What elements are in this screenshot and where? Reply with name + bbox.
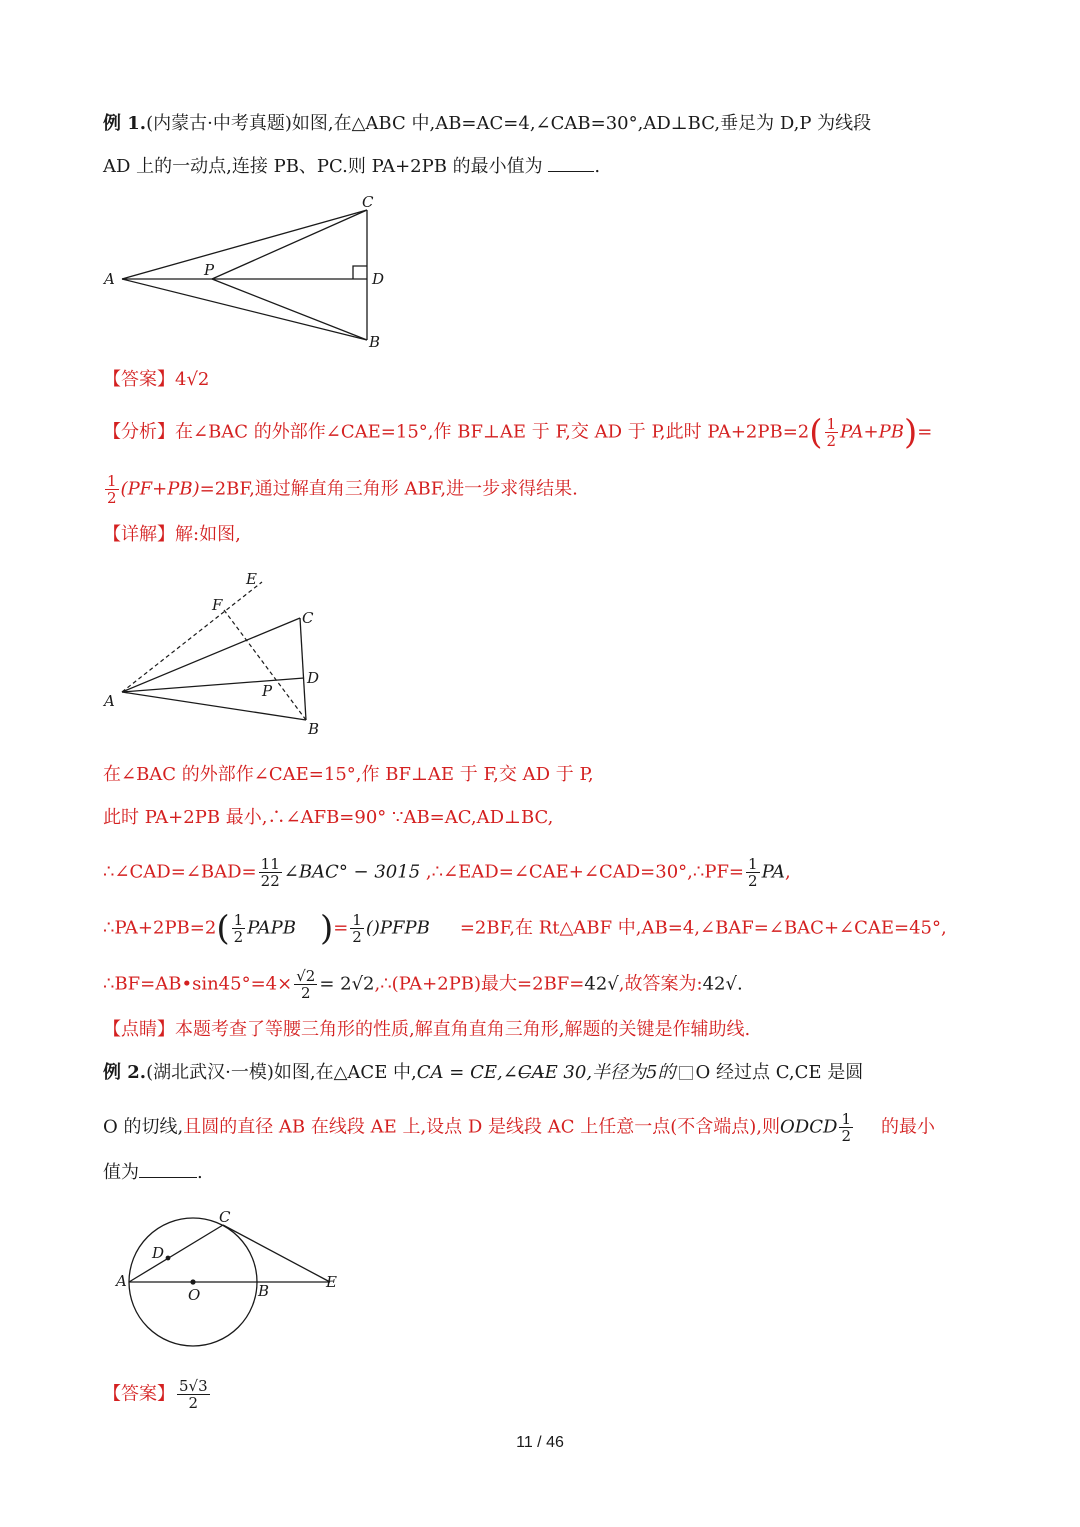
frac-num: 1: [233, 911, 244, 929]
step3-end: ,: [785, 861, 791, 883]
step5-b: ,∴(PA+2PB)最大=2BF=: [374, 973, 585, 995]
analysis-eq: =: [917, 421, 933, 443]
step4-a: ∴PA+2PB=2: [103, 917, 217, 939]
ex2-answer-blank: [139, 1161, 197, 1178]
frac-den: 2: [233, 928, 244, 946]
step4-mid: =: [333, 917, 349, 939]
ex1-comment: [103, 1018, 750, 1042]
step3-b: ,∴∠EAD=∠CAE+∠CAD=30°,∴PF=: [425, 861, 745, 883]
ex1-step4: ∴PA+2PB=2( $\frac{1}{2}$ PAPB )= $\frac{1}{2}$ ()PFPB =2BF,在 Rt△ABF 中,AB=4,∠BAF=∠BAC+∠CAE=45°,: [103, 908, 947, 949]
ex1-answer: [103, 368, 209, 392]
fig1-label-d: D: [372, 270, 385, 288]
fig2-label-p: P: [262, 682, 273, 700]
fig2-side-bc: [300, 618, 306, 720]
step3-pa: PA: [761, 861, 786, 883]
fig2-label-c: C: [302, 609, 314, 627]
step3-frac-den: 22: [260, 872, 280, 890]
comment-text: 本题考查了等腰三角形的性质,解直角直角三角形,解题的关键是作辅助线.: [175, 1019, 751, 1040]
step4-b: =2BF,在 Rt△ABF 中,AB=4,∠BAF=∠BAC+∠CAE=45°,: [459, 917, 947, 939]
fig3-label-e: E: [326, 1273, 337, 1291]
step5-c: ,故答案为:: [618, 973, 703, 995]
ex2-period: .: [197, 1162, 203, 1183]
ex2-line3: [103, 1161, 203, 1185]
fig2-label-e: E: [246, 570, 257, 588]
ex1-step5: [103, 968, 743, 1001]
fig3-label-o: O: [188, 1286, 201, 1304]
fig1-label-b: B: [369, 333, 381, 351]
ex2-line1: 例 2.(湖北武汉·一模)如图,在△ACE 中,CA = CE,∠C̶A̶E 30,半径为5的 O 经过点 C,CE 是圆: [103, 1062, 864, 1083]
step3-garble: ∠BAC° − 3015: [283, 861, 421, 883]
step5-a: ∴BF=AB•sin45°=4×: [103, 973, 293, 995]
ex1-text2: AD 上的一动点,连接 PB、PC.则 PA+2PB 的最小值为: [103, 156, 543, 177]
ex1-period: .: [594, 156, 601, 177]
ex1-line2: [103, 155, 600, 179]
ex1-text1: 如图,在△ABC 中,AB=AC=4,∠CAB=30°,AD⊥BC,垂足为 D,P 为线段: [291, 113, 872, 134]
ex2-answer-num: 5√3: [179, 1377, 208, 1395]
ex2-text2a: O 的切线,: [103, 1116, 184, 1138]
frac-num: 1: [826, 415, 837, 433]
detail-tag: 【详解】: [103, 524, 175, 545]
figure-3: [110, 1206, 350, 1356]
fig1-side-ab: [122, 279, 367, 340]
frac-den: 2: [841, 1127, 851, 1145]
ex2-source: (湖北武汉·一模): [146, 1062, 274, 1083]
analysis-text1: 在∠BAC 的外部作∠CAE=15°,作 BF⊥AE 于 F,交 AD 于 P,此时 PA+2PB=2: [175, 421, 810, 443]
step4-expr2: ()PFPB: [365, 917, 430, 939]
fig2-segment-bf: [224, 610, 306, 720]
fig2-label-f: F: [212, 596, 223, 614]
ex2-answer: [103, 1378, 212, 1411]
fig2-label-b: B: [308, 720, 320, 738]
frac-den: 2: [748, 872, 758, 890]
ex1-answer-blank: [548, 155, 594, 172]
fig1-label-a: A: [104, 270, 115, 288]
ex2-line2: [103, 1111, 935, 1144]
analysis-expr1: PA+PB: [840, 421, 904, 443]
ex1-analysis-line2: [103, 473, 578, 506]
frac-num: 1: [841, 1110, 851, 1128]
fig3-center-dot: [190, 1279, 195, 1284]
fig3-tangent-ce: [223, 1225, 330, 1282]
step5-val: 42√: [584, 973, 619, 995]
fig1-right-angle: [353, 266, 367, 279]
ex1-source: (内蒙古·中考真题): [146, 113, 292, 134]
analysis-expr2: (PF+PB): [120, 478, 200, 500]
step5-val2: 42√: [702, 973, 737, 995]
ex1-detail: [103, 523, 241, 547]
ex2-text2b: 且圆的直径 AB 在线段 AE 上,设点 D 是线段 AC 上任意一点(不含端点),则: [183, 1116, 781, 1138]
ex2-text2d: 的最小: [880, 1116, 935, 1138]
frac-num: 1: [107, 472, 117, 490]
frac-den: 2: [826, 432, 837, 450]
ex1-step3: [103, 856, 791, 889]
fig2-label-a: A: [104, 692, 115, 710]
ex2-text3: 值为: [103, 1162, 139, 1183]
step4-expr1: PAPB: [247, 917, 296, 939]
fig2-label-d: D: [307, 669, 320, 687]
comment-tag: 【点睛】: [103, 1019, 175, 1040]
ex1-analysis-line1: 【分析】在∠BAC 的外部作∠CAE=15°,作 BF⊥AE 于 F,交 AD 于 P,此时 PA+2PB=2( $\frac{1}{2}$ PA+PB)=: [103, 412, 933, 453]
frac-num: 1: [748, 855, 758, 873]
step5-mid: = 2√2: [319, 973, 375, 995]
fig3-label-c: C: [219, 1208, 231, 1226]
ex1-line1: 例 1.(内蒙古·中考真题)如图,在△ABC 中,AB=AC=4,∠CAB=30°,AD⊥BC,垂足为 D,P 为线段: [103, 113, 872, 134]
ex2-text1c: O 经过点 C,CE 是圆: [695, 1062, 864, 1083]
fig1-label-p: P: [204, 261, 215, 279]
frac-den: 2: [107, 489, 117, 507]
fig1-segment-pb: [212, 279, 367, 340]
ex2-text2c: ODCD: [780, 1116, 838, 1138]
fig2-ray-ae: [122, 582, 262, 692]
figure-1: [100, 192, 390, 352]
fig1-side-ac: [122, 210, 367, 279]
ex1-step2: 此时 PA+2PB 最小,∴∠AFB=90° ∵AB=AC,AD⊥BC,: [103, 807, 554, 828]
frac-num: √2: [296, 967, 316, 985]
frac-den: 2: [300, 984, 311, 1002]
fig2-side-ab: [122, 692, 306, 720]
ex2-answer-den: 2: [188, 1394, 199, 1412]
step3-a: ∴∠CAD=∠BAD=: [103, 861, 257, 883]
fig3-label-d: D: [152, 1244, 165, 1262]
fig1-label-c: C: [362, 193, 374, 211]
fig3-label-a: A: [116, 1272, 127, 1290]
ex1-answer-value: 4√2: [175, 369, 210, 390]
analysis-text2: =2BF,通过解直角三角形 ABF,进一步求得结果.: [199, 478, 578, 500]
fig3-label-b: B: [258, 1282, 270, 1300]
detail-text: 解:如图,: [175, 524, 241, 545]
step3-frac-num: 11: [260, 855, 280, 873]
ex1-label: 例 1: [103, 113, 140, 134]
ex1-step1: 在∠BAC 的外部作∠CAE=15°,作 BF⊥AE 于 F,交 AD 于 P,: [103, 764, 594, 785]
answer-tag: 【答案】: [103, 369, 175, 390]
ex2-text1b: CA = CE,∠C̶A̶E 30,半径为5的: [416, 1062, 676, 1083]
frac-den: 2: [352, 928, 362, 946]
frac-num: 1: [352, 911, 362, 929]
answer-tag: 【答案】: [103, 1383, 175, 1405]
fig3-segment-ac: [129, 1225, 223, 1282]
analysis-tag: 【分析】: [103, 421, 175, 443]
figure-2: [100, 568, 340, 743]
fig1-segment-pc: [212, 210, 367, 279]
ex2-label: 例 2: [103, 1062, 140, 1083]
step5-end: .: [736, 973, 743, 995]
fig3-point-d: [166, 1256, 171, 1261]
page-number: 11 / 46: [516, 1434, 564, 1451]
ex2-text1a: 如图,在△ACE 中,: [273, 1062, 417, 1083]
